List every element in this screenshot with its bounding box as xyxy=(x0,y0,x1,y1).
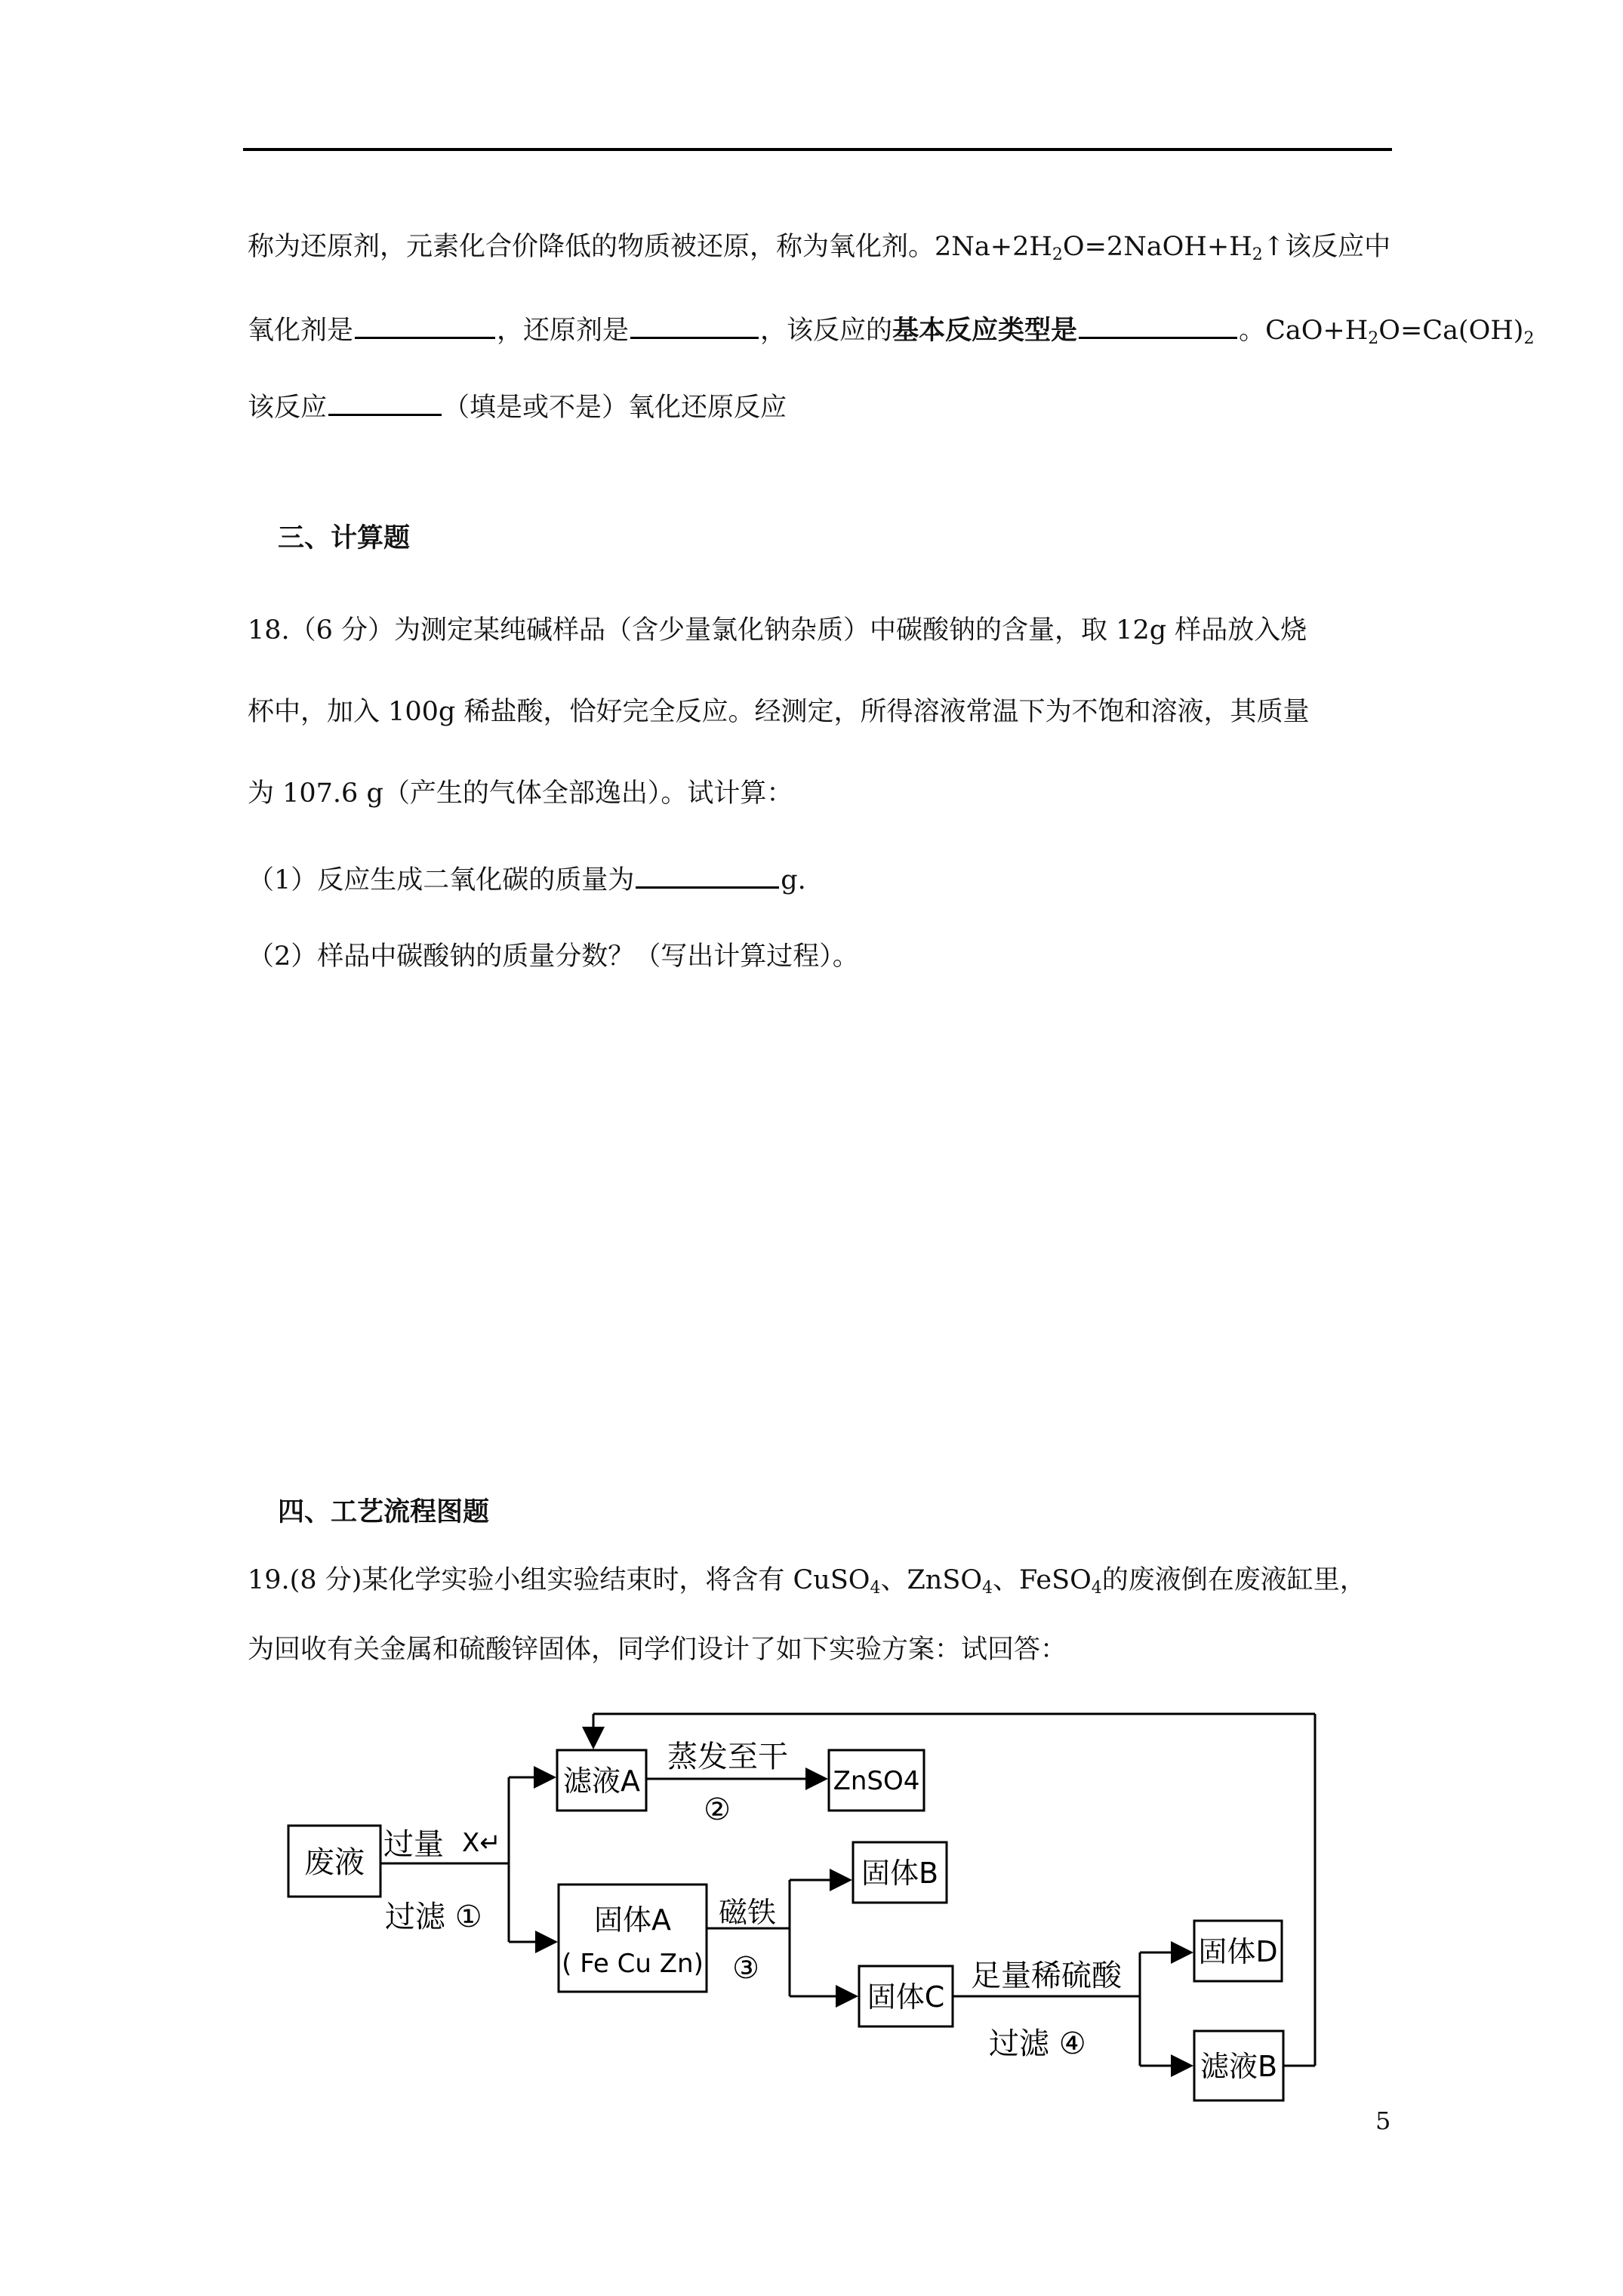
intro-line-3: 该反应 （填是或不是）氧化还原反应 xyxy=(248,387,787,424)
text-solid-a-2: ( Fe Cu Zn) xyxy=(562,1949,704,1979)
section-3-heading: 三、计算题 xyxy=(278,522,411,553)
label-x: X↵ xyxy=(462,1828,501,1858)
intro-line-1: 称为还原剂，元素化合价降低的物质被还原，称为氧化剂。$2Na+2H_2O=2NaOH+H_2↑$该反应中 xyxy=(248,232,1391,264)
label-filter-1: 过滤 ① xyxy=(385,1900,482,1934)
label-step-3: ③ xyxy=(732,1951,759,1986)
q19-line-1: 19.(8 分)某化学实验小组实验结束时，将含有 CuSO$_4$、ZnSO$_4$、FeSO$_4$的废液倒在废液缸里， xyxy=(248,1565,1366,1598)
text-filtrate-a: 滤液A xyxy=(563,1764,640,1798)
text-waste: 废液 xyxy=(304,1845,365,1880)
label-step-2: ② xyxy=(704,1792,731,1827)
q18-line-3: 为 107.6 g（产生的气体全部逸出）。试计算： xyxy=(248,778,793,809)
q18-sub-1: （1）反应生成二氧化碳的质量为 g. xyxy=(248,859,806,896)
text-znso4: ZnSO4 xyxy=(833,1766,920,1796)
text-solid-c: 固体C xyxy=(867,1980,945,2014)
q18-line-1: 18.（6 分）为测定某纯碱样品（含少量氯化钠杂质）中碳酸钠的含量，取 12g 样品放入烧 xyxy=(248,615,1307,646)
text-solid-d: 固体D xyxy=(1198,1935,1278,1968)
label-filter-4: 过滤 ④ xyxy=(989,2026,1086,2061)
intro-line-2: 氧化剂是 ，还原剂是 ，该反应的基本反应类型是 。$CaO+H_2O=Ca(OH)_2$ xyxy=(248,310,1534,347)
label-acid: 足量稀硫酸 xyxy=(971,1959,1122,1993)
q18-sub-2: （2）样品中碳酸钠的质量分数？（写出计算过程）。 xyxy=(248,942,859,972)
q19-line-2: 为回收有关金属和硫酸锌固体，同学们设计了如下实验方案：试回答： xyxy=(248,1635,1067,1665)
text-solid-b: 固体B xyxy=(861,1857,939,1890)
label-magnet: 磁铁 xyxy=(719,1896,777,1929)
label-excess: 过量 xyxy=(383,1827,444,1862)
page-number: 5 xyxy=(1375,2106,1391,2135)
label-evaporate: 蒸发至干 xyxy=(667,1740,788,1774)
section-4-heading: 四、工艺流程图题 xyxy=(278,1496,490,1527)
text-solid-a-1: 固体A xyxy=(594,1903,671,1937)
q18-line-2: 杯中，加入 100g 稀盐酸，恰好完全反应。经测定，所得溶液常温下为不饱和溶液，其质量 xyxy=(248,697,1310,727)
text-filtrate-b: 滤液B xyxy=(1200,2050,1278,2083)
